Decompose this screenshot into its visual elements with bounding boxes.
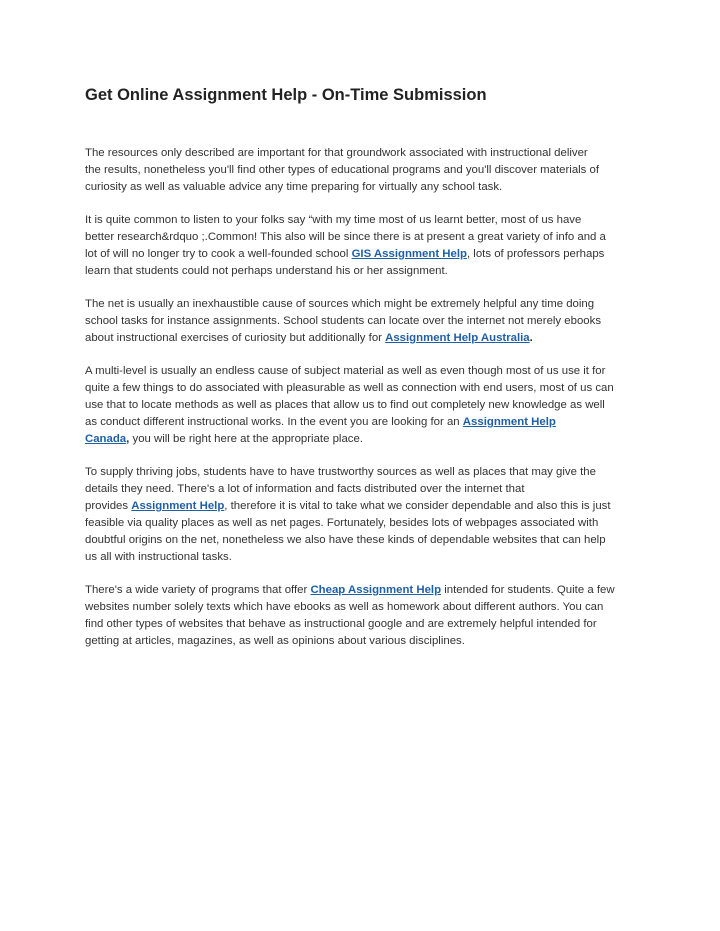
gis-assignment-help-link[interactable]: GIS Assignment Help [351,248,467,260]
paragraph-line: use that to locate methods as well as places that allow us to find out completely new knowledge as well [85,399,605,411]
text-fragment: you will be right here at the appropriate place. [129,433,363,445]
paragraph-line: school tasks for instance assignments. School students can locate over the internet not merely ebooks [85,315,602,327]
paragraph-line: websites number solely texts which have ebooks as well as homework about different authors. You can [85,601,604,613]
paragraph-line [85,246,637,263]
text-fragment: , lots of professors perhaps [466,248,605,260]
text-fragment: about instructional exercises of curiosity but additionally for [85,332,386,344]
paragraph-line [85,431,637,448]
assignment-help-canada-link-part2[interactable]: Canada [85,433,127,445]
paragraph-3 [85,296,637,347]
paragraph-line: the results, nonetheless you'll find other types of educational programs and you'll discover materials of [85,164,600,176]
paragraph-line: getting at articles, magazines, as well as opinions about various disciplines. [85,635,465,647]
text-fragment: provides [85,500,132,512]
text-fragment: There's a wide variety of programs that offer [85,584,311,596]
paragraph-line [85,582,637,599]
paragraph-line [85,414,637,431]
text-fragment: , therefore it is vital to take what we consider dependable and also this is just [224,500,611,512]
paragraph-2 [85,212,637,280]
document-body [85,145,637,666]
paragraph-5 [85,464,637,566]
paragraph-line: A multi-level is usually an endless cause of subject material as well as even though most of us use it for [85,365,606,377]
text-fragment: lot of will no longer try to cook a well-founded school [85,248,352,260]
paragraph-line: better research&rdquo ;.Common! This also will be since there is at present a great variety of info and a [85,231,606,243]
paragraph-line [85,498,637,515]
paragraph-line: To supply thriving jobs, students have to have trustworthy sources as well as places that may give the [85,466,596,478]
paragraph-1 [85,145,637,196]
paragraph-line: The resources only described are important for that groundwork associated with instructional deliver [85,147,588,159]
paragraph-line: doubtful origins on the net, nonetheless we also have these kinds of dependable websites that can help [85,534,606,546]
paragraph-6 [85,582,637,650]
text-fragment: as conduct different instructional works. In the event you are looking for an [85,416,463,428]
paragraph-line: The net is usually an inexhaustible cause of sources which might be extremely helpful any time doing [85,298,595,310]
paragraph-line: feasible via quality places as well as net pages. Fortunately, besides lots of webpages associated with [85,517,599,529]
paragraph-line: quite a few things to do associated with pleasurable as well as connection with end users, most of us can [85,382,614,394]
assignment-help-canada-link-part1[interactable]: Assignment Help [462,416,556,428]
paragraph-line: us all with instructional tasks. [85,551,232,563]
paragraph-line [85,330,637,347]
page-title: Get Online Assignment Help - On-Time Submission [85,86,487,104]
paragraph-line: It is quite common to listen to your folks say “with my time most of us learnt better, most of us have [85,214,582,226]
paragraph-line: find other types of websites that behave as instructional google and are extremely helpful intended for [85,618,597,630]
text-fragment: , [126,433,130,445]
cheap-assignment-help-link[interactable]: Cheap Assignment Help [310,584,442,596]
paragraph-line: learn that students could not perhaps understand his or her assignment. [85,265,448,277]
assignment-help-link[interactable]: Assignment Help [131,500,225,512]
paragraph-line: curiosity as well as valuable advice any time preparing for virtually any school task. [85,181,503,193]
assignment-help-australia-link[interactable]: Assignment Help Australia [385,332,530,344]
text-fragment: intended for students. Quite a few [441,584,615,596]
paragraph-line: details they need. There's a lot of information and facts distributed over the internet that [85,483,525,495]
text-fragment: . [529,332,533,344]
paragraph-4 [85,363,637,448]
